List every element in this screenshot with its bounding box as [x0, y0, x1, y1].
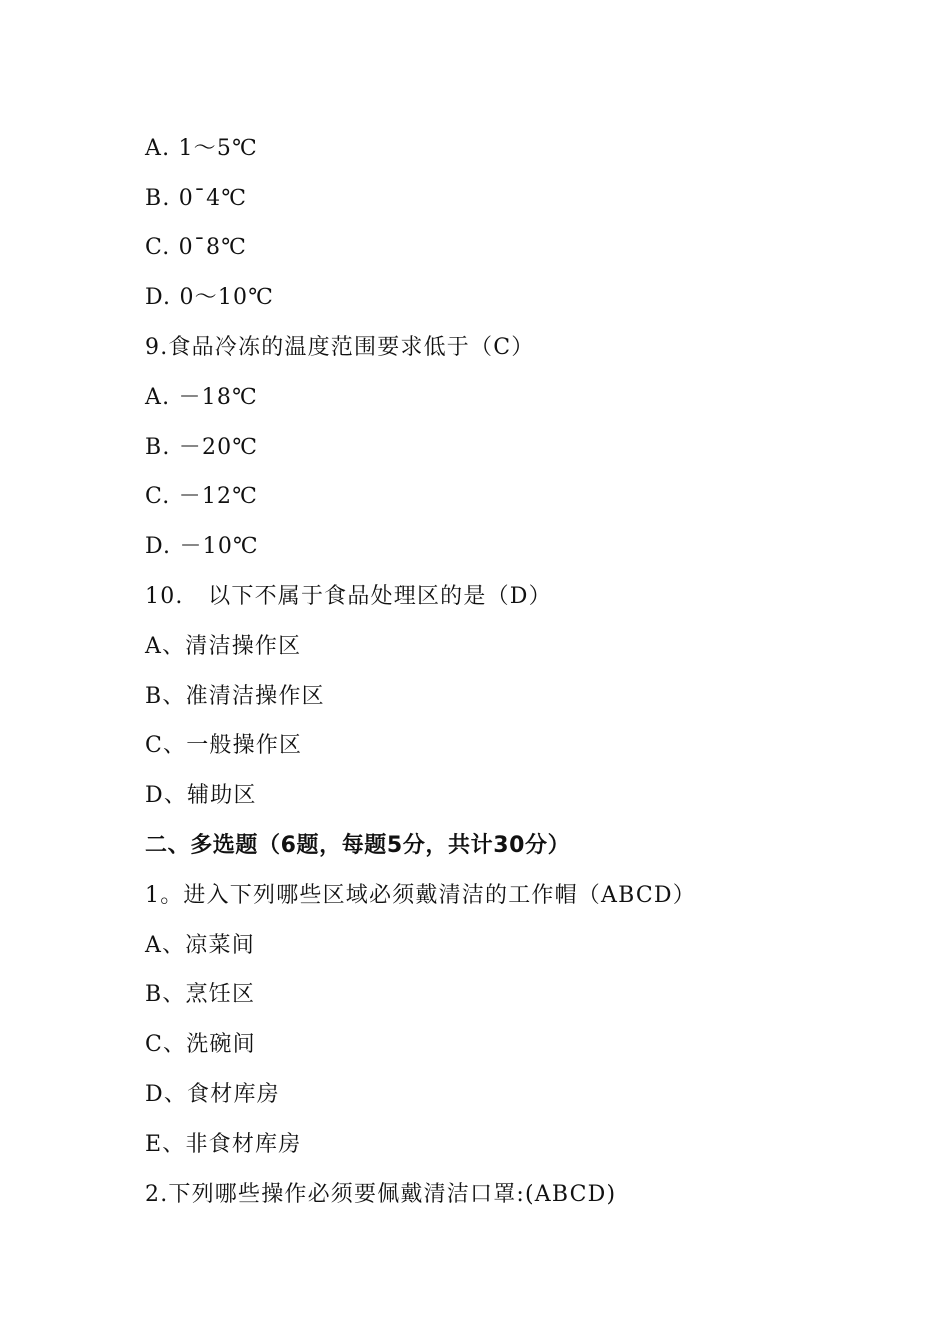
question-9: 9.食品冷冻的温度范围要求低于（C） [145, 335, 535, 360]
mc1-option-e: E、非食材库房 [145, 1132, 302, 1157]
q9-option-d: D. －10℃ [145, 534, 259, 559]
q8-option-d: D. 0～10℃ [145, 285, 275, 310]
q10-option-b: B、准清洁操作区 [145, 684, 325, 709]
mc1-option-b: B、烹饪区 [145, 982, 256, 1007]
mc1-option-a: A、凉菜间 [145, 933, 255, 958]
q9-option-c: C. －12℃ [145, 484, 259, 509]
mc1-option-d: D、食材库房 [145, 1082, 280, 1107]
q10-option-d: D、辅助区 [145, 783, 257, 808]
q10-option-c: C、一般操作区 [145, 733, 303, 758]
question-10: 10. 以下不属于食品处理区的是（D） [145, 584, 552, 609]
q8-option-b: B. 0ˉ4℃ [145, 186, 248, 211]
mc-question-2: 2.下列哪些操作必须要佩戴清洁口罩:(ABCD) [145, 1182, 617, 1207]
mc-question-1: 1。进入下列哪些区域必须戴清洁的工作帽（ABCD） [145, 883, 696, 908]
q9-option-b: B. －20℃ [145, 435, 259, 460]
q8-option-a: A. 1～5℃ [145, 136, 258, 161]
q10-option-a: A、清洁操作区 [145, 634, 302, 659]
q8-option-c: C. 0ˉ8℃ [145, 235, 248, 260]
mc1-option-c: C、洗碗间 [145, 1032, 256, 1057]
section-heading-multiple-choice: 二、多选题（6题，每题5分，共计30分） [145, 833, 571, 858]
q9-option-a: A. －18℃ [145, 385, 258, 410]
